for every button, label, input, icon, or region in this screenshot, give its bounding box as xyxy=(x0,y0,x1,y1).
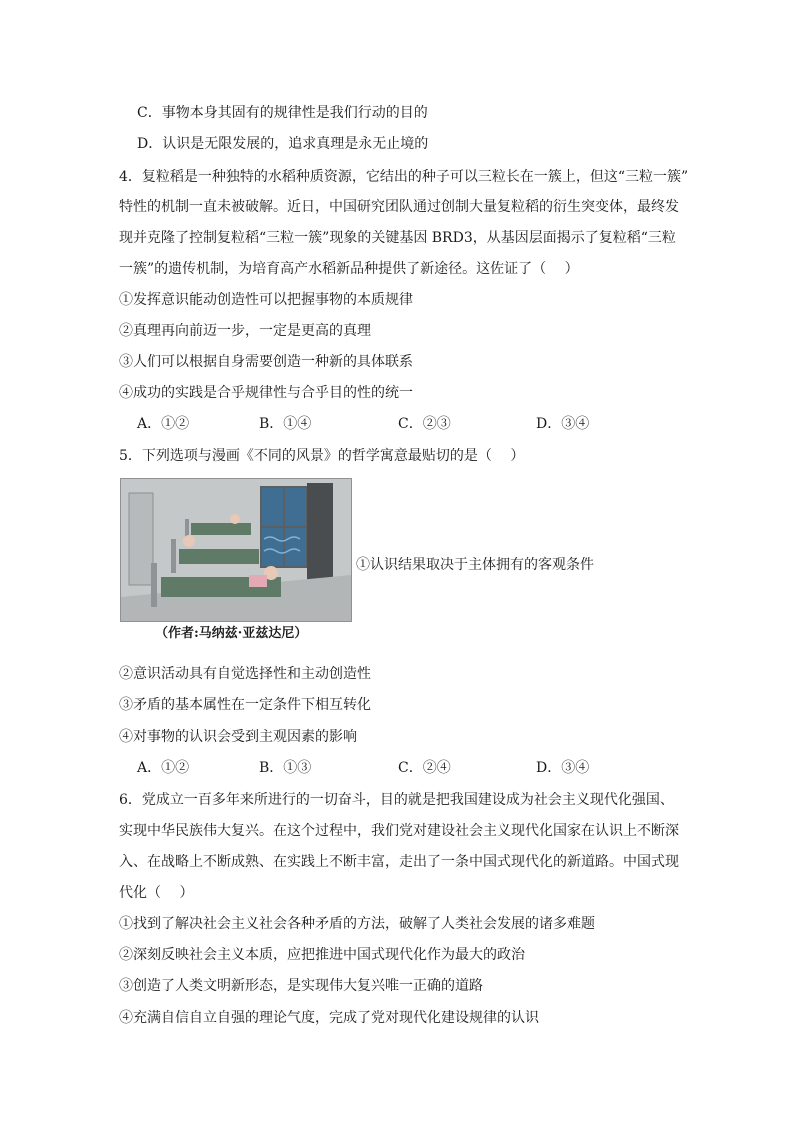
q4-statement-3: ③人们可以根据自身需要创造一种新的具体联系 xyxy=(119,354,413,370)
q6-statement-4: ④充满自信自立自强的理论气度，完成了党对现代化建设规律的认识 xyxy=(119,1010,539,1026)
q5-choice-b[interactable]: B．①③ xyxy=(259,760,312,776)
q6-stem-line-2: 实现中华民族伟大复兴。在这个过程中，我们党对建设社会主义现代化国家在认识上不断深 xyxy=(119,823,679,839)
q5-stem: 5．下列选项与漫画《不同的风景》的哲学寓意最贴切的是（ ） xyxy=(119,448,525,464)
cartoon-illustration xyxy=(121,479,351,621)
q4-choices xyxy=(137,414,607,434)
q5-choices xyxy=(137,758,607,778)
q4-stem-line-3: 现并克隆了控制复粒稻“三粒一簇”现象的关键基因 BRD3，从基因层面揭示了复粒稻“三粒 xyxy=(119,230,676,246)
q4-statement-1: ①发挥意识能动创造性可以把握事物的本质规律 xyxy=(119,292,413,308)
q6-statement-1: ①找到了解决社会主义社会各种矛盾的方法，破解了人类社会发展的诸多难题 xyxy=(119,916,595,932)
q4-choice-b[interactable]: B．①④ xyxy=(259,416,312,432)
cartoon-image xyxy=(120,478,352,622)
q5-choice-d[interactable]: D．③④ xyxy=(536,760,590,776)
q4-statement-4: ④成功的实践是合乎规律性与合乎目的性的统一 xyxy=(119,385,413,401)
q5-choice-c[interactable]: C．②④ xyxy=(398,760,451,776)
q4-choice-d[interactable]: D．③④ xyxy=(536,416,590,432)
q6-statement-3: ③创造了人类文明新形态，是实现伟大复兴唯一正确的道路 xyxy=(119,978,483,994)
q4-choice-c[interactable]: C．②③ xyxy=(398,416,451,432)
q5-choice-a[interactable]: A．①② xyxy=(137,760,190,776)
q4-statement-2: ②真理再向前迈一步，一定是更高的真理 xyxy=(119,323,371,339)
q3-option-c: C．事物本身其固有的规律性是我们行动的目的 xyxy=(137,105,428,121)
q4-choice-a[interactable]: A．①② xyxy=(137,416,190,432)
q6-stem-line-4: 代化（ ） xyxy=(119,885,194,901)
q6-stem-line-3: 入、在战略上不断成熟、在实践上不断丰富，走出了一条中国式现代化的新道路。中国式现 xyxy=(119,854,679,870)
q4-stem-line-4: 一簇”的遗传机制，为培育高产水稻新品种提供了新途径。这佐证了（ ） xyxy=(119,261,579,277)
q5-statement-2: ②意识活动具有自觉选择性和主动创造性 xyxy=(119,666,371,682)
q5-statement-3: ③矛盾的基本属性在一定条件下相互转化 xyxy=(119,697,371,713)
q5-statement-4: ④对事物的认识会受到主观因素的影响 xyxy=(119,729,357,745)
q5-statement-1: ①认识结果取决于主体拥有的客观条件 xyxy=(356,557,594,573)
q6-statement-2: ②深刻反映社会主义本质，应把推进中国式现代化作为最大的政治 xyxy=(119,947,525,963)
figure-caption: （作者:马纳兹·亚兹达尼） xyxy=(155,626,308,641)
q3-option-d: D．认识是无限发展的，追求真理是永无止境的 xyxy=(137,136,429,152)
q4-stem-line-1: 4．复粒稻是一种独特的水稻种质资源，它结出的种子可以三粒长在一簇上，但这“三粒一簇” xyxy=(119,169,689,185)
q4-stem-line-2: 特性的机制一直未被破解。近日，中国研究团队通过创制大量复粒稻的衍生突变体，最终发 xyxy=(119,199,679,215)
q6-stem-line-1: 6．党成立一百多年来所进行的一切奋斗，目的就是把我国建设成为社会主义现代化强国、 xyxy=(119,792,674,808)
